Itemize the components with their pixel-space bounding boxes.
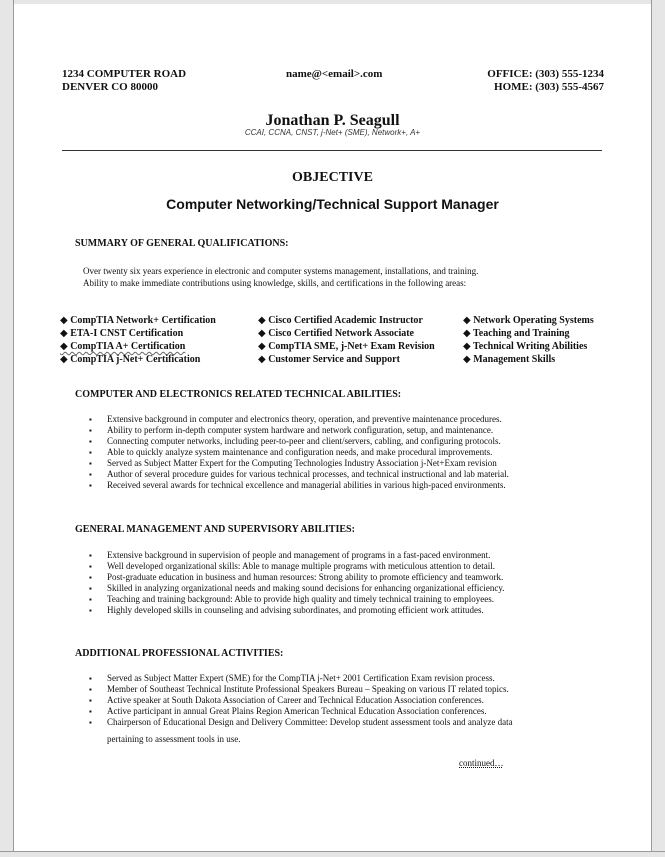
list-item: ▪ Teaching and training background: Able to provide high quality and timely technical training to employees. [89,594,505,605]
management-heading: GENERAL MANAGEMENT AND SUPERVISORY ABILITIES: [75,524,355,535]
list-item: ▪ Served as Subject Matter Expert for the Computing Technologies Industry Association j-Net+Exam revision [89,458,509,469]
list-item: ▪ Able to quickly analyze system maintenance and configuration needs, and make procedural improvements. [89,447,509,458]
list-item: ▪ Connecting computer networks, including peer-to-peer and client/servers, cabling, and configuring protocols. [89,436,509,447]
list-item: ▪ Chairperson of Educational Design and Delivery Committee: Develop student assessment tools and analyze data [89,717,513,728]
qualification-item: ◆ Network Operating Systems [463,315,594,326]
qualification-item: ◆ CompTIA j-Net+ Certification [60,354,201,365]
list-item: ▪ Served as Subject Matter Expert (SME) for the CompTIA j-Net+ 2001 Certification Exam revision process. [89,673,513,684]
list-item: ▪ Post-graduate education in business and human resources: Strong ability to promote efficiency and teamwork. [89,572,505,583]
home-phone: HOME: (303) 555-4567 [494,81,604,93]
candidate-name: Jonathan P. Seagull [265,112,400,129]
qualification-item: ◆ Cisco Certified Academic Instructor [258,315,423,326]
list-item: ▪ Received several awards for technical excellence and managerial abilities in various high-paced environments. [89,480,509,491]
qualification-item: ◆ Customer Service and Support [258,354,400,365]
list-item: ▪ Extensive background in computer and electronics theory, operation, and preventive maintenance procedures. [89,414,509,425]
technical-list [89,414,509,491]
summary-heading: SUMMARY OF GENERAL QUALIFICATIONS: [75,238,289,249]
list-item: ▪ Author of several procedure guides for various technical processes, and technical instructional and lab material. [89,469,509,480]
header-divider [62,150,602,151]
summary-line-2: Ability to make immediate contributions using knowledge, skills, and certifications in the following areas: [83,278,467,288]
list-item: ▪ Active participant in annual Great Plains Region American Technical Education Association conferences. [89,706,513,717]
email-address[interactable]: name@<email>.com [286,68,383,80]
list-item: ▪ Well developed organizational skills: Able to manage multiple programs with meticulous attention to detail. [89,561,505,572]
technical-heading: COMPUTER AND ELECTRONICS RELATED TECHNICAL ABILITIES: [75,389,402,400]
list-item: ▪ Active speaker at South Dakota Association of Career and Technical Education Association conferences. [89,695,513,706]
objective-title: Computer Networking/Technical Support Manager [166,196,499,212]
qualification-item: ◆ Cisco Certified Network Associate [258,328,414,339]
qualification-item: ◆ Technical Writing Abilities [463,341,588,352]
summary-line-1: Over twenty six years experience in electronic and computer systems management, installations, and training. [83,266,479,276]
list-item: ▪ Member of Southeast Technical Institute Professional Speakers Bureau – Speaking on various IT related topics. [89,684,513,695]
qualification-item: ◆ Teaching and Training [463,328,570,339]
qualification-item: ◆ Management Skills [463,354,556,365]
continued-note: continued… [459,758,504,768]
management-list [89,550,505,616]
qualification-item: ◆ ETA-I CNST Certification [60,328,184,339]
professional-list [89,673,513,728]
list-item: ▪ Ability to perform in-depth computer system hardware and network configuration, setup, and maintenance. [89,425,509,436]
frame-bottom-edge [0,851,665,857]
list-item: ▪ Extensive background in supervision of people and management of programs in a fast-paced environment. [89,550,505,561]
list-item: ▪ Highly developed skills in counseling and advising subordinates, and promoting efficient work attitudes. [89,605,505,616]
objective-heading: OBJECTIVE [292,170,373,185]
office-phone: OFFICE: (303) 555-1234 [487,68,604,80]
address-line-1: 1234 COMPUTER ROAD [62,68,187,80]
address-line-2: DENVER CO 80000 [62,81,158,93]
credentials-line: CCAI, CCNA, CNST, j-Net+ (SME), Network+, A+ [244,128,421,137]
list-item: ▪ Skilled in analyzing organizational needs and making sound decisions for enhancing organizational efficiency. [89,583,505,594]
list-item-continuation: pertaining to assessment tools in use. [107,734,241,744]
qualification-item: ◆ CompTIA A+ Certification [60,341,186,352]
professional-heading: ADDITIONAL PROFESSIONAL ACTIVITIES: [75,648,284,659]
qualification-item: ◆ CompTIA SME, j-Net+ Exam Revision [258,341,435,352]
frame-top-edge [0,0,665,4]
qualification-item: ◆ CompTIA Network+ Certification [60,315,216,326]
